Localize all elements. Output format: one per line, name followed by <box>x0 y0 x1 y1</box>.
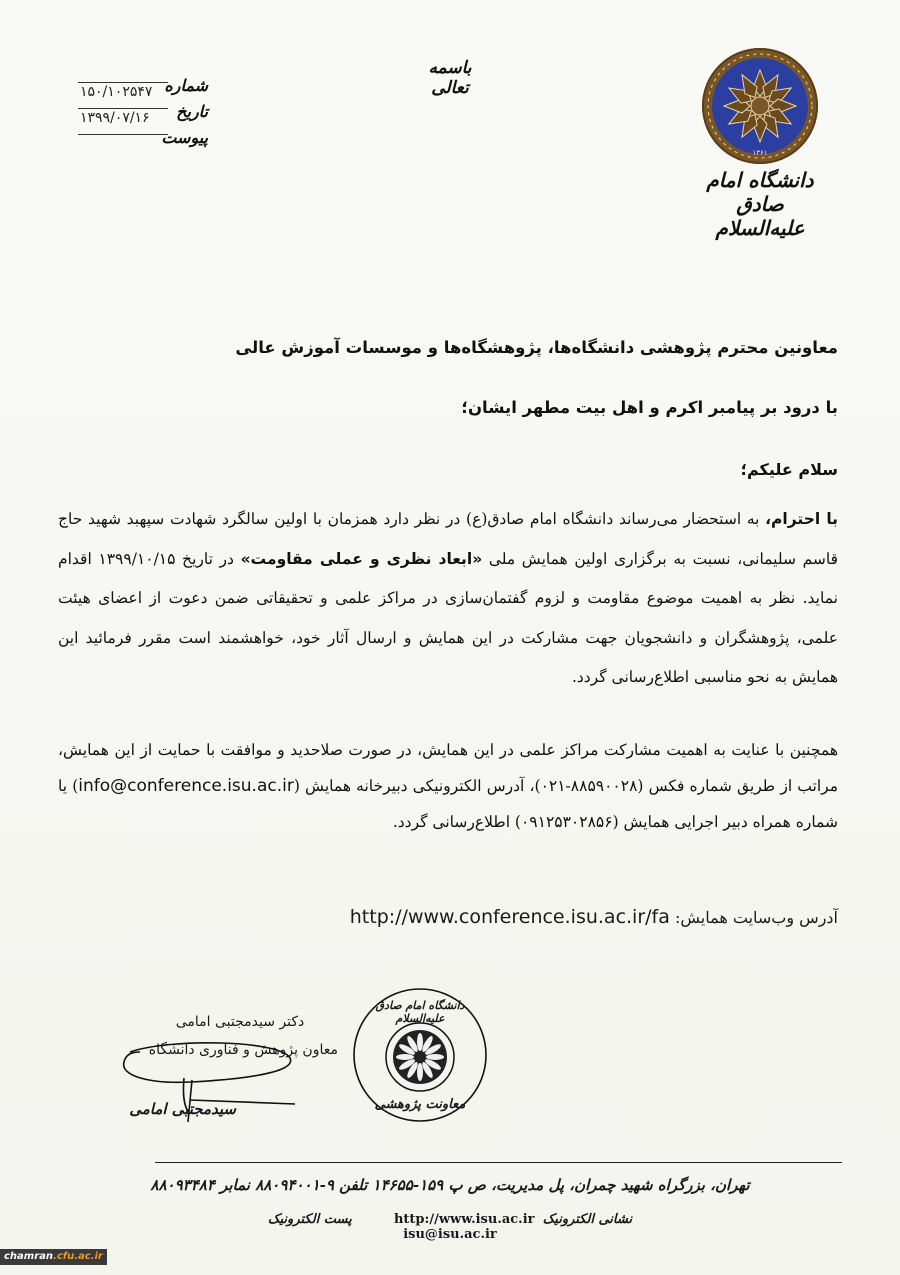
signatory-name: دکتر سیدمجتبی امامی <box>175 1014 305 1030</box>
paragraph-text: همچنین با عنایت به اهمیت مشارکت مراکز علمی در این همایش، در صورت صلاحدید و موافقت با حمایت از این همایش، مراتب از طریق شماره فکس (۸۸۵۹۰۰۲۸-۰۲۱)، آدرس الکترونیکی دبیرخانه همایش ( <box>58 741 839 795</box>
footer-contacts <box>240 1212 660 1242</box>
divider <box>78 134 168 135</box>
stamp-top-text: دانشگاه امام صادق علیه‌السلام <box>375 999 465 1025</box>
reference-attachment-label: پیوست <box>161 128 208 147</box>
university-name: دانشگاه امام صادق علیه‌السلام <box>706 168 814 240</box>
salam-line: سلام علیکم؛ <box>740 460 838 479</box>
watermark-part-2: .cfu.ac.ir <box>53 1251 103 1262</box>
conference-email-link[interactable]: info@conference.isu.ac.ir <box>78 776 294 796</box>
footer-divider <box>155 1162 842 1163</box>
stamp-bottom-text: معاونت پژوهشی <box>374 1097 466 1112</box>
reference-date-label: تاریخ <box>176 102 208 121</box>
footer-website-label: نشانی الکترونیک <box>542 1212 633 1227</box>
watermark-part-1: chamran <box>4 1251 54 1262</box>
reference-date-value: ۱۳۹۹/۰۷/۱۶ <box>80 110 150 126</box>
bismillah-heading: باسمه تعالی <box>428 58 472 98</box>
conference-title: «ابعاد نظری و عملی مقاومت» <box>240 549 483 568</box>
footer-email-link[interactable]: isu@isu.ac.ir <box>403 1227 497 1242</box>
paragraph-text: به استحضار می‌رساند دانشگاه امام صادق(ع) در نظر دارد همزمان با اولین سالگرد شهادت سپهبد شهید حاج قاسم سلیمانی، نسبت به برگزاری اولین همایش ملی <box>58 510 838 568</box>
conference-website-link[interactable]: http://www.conference.isu.ac.ir/fa <box>349 906 670 928</box>
reference-number-value: ۱۵۰/۱۰۲۵۴۷ <box>80 84 153 100</box>
signatory-title: معاون پژوهش و فناوری دانشگاه <box>148 1042 338 1058</box>
footer-website-link[interactable]: http://www.isu.ac.ir <box>393 1212 535 1227</box>
paragraph-text: ) یا شماره همراه دبیر اجرایی همایش (۰۹۱۲۵۳۰۲۸۵۶) اطلاع‌رسانی گردد. <box>58 777 838 831</box>
greeting-line: با درود بر پیامبر اکرم و اهل بیت مطهر ایشان؛ <box>461 398 838 417</box>
body-paragraph-2 <box>58 732 838 840</box>
paragraph-text: در تاریخ ۱۳۹۹/۱۰/۱۵ اقدام نماید. نظر به اهمیت موضوع مقاومت و لزوم گفتمان‌سازی در مراکز علمی و تحقیقاتی ضمن دعوت از اعضای هیئت علمی، پژوهشگران و دانشجویان جهت مشارکت در این همایش و ارسال آثار خود، خواهشمند است مقرر فرمائید این همایش به نحو مناسبی اطلاع‌رسانی گردد. <box>58 549 838 686</box>
lead-bold-text: با احترام، <box>765 510 838 528</box>
divider <box>78 82 168 83</box>
svg-text:۱۳۶۱: ۱۳۶۱ <box>752 149 768 157</box>
university-logo-icon <box>702 48 818 164</box>
handwritten-signature: سیدمجتبی امامی <box>129 1100 236 1118</box>
university-logo-block <box>690 48 830 240</box>
addressee-line: معاونین محترم پژوهشی دانشگاه‌ها، پژوهشگاه‌ها و موسسات آموزش عالی <box>235 338 838 357</box>
footer-address: تهران، بزرگراه شهید چمران، پل مدیریت، ص پ ۱۵۹-۱۴۶۵۵ تلفن ۹-۸۸۰۹۴۰۰۱ نمابر ۸۸۰۹۳۴۸۴ <box>150 1176 750 1194</box>
reference-attachment-row <box>68 128 208 160</box>
conference-website-line <box>350 906 838 928</box>
official-stamp <box>350 985 490 1125</box>
site-watermark <box>0 1249 107 1265</box>
reference-number-label: شماره <box>164 76 208 95</box>
divider <box>78 108 168 109</box>
body-paragraph-1 <box>58 500 838 698</box>
reference-block <box>68 76 208 160</box>
footer-email-label: پست الکترونیک <box>267 1212 352 1227</box>
website-label: آدرس وب‌سایت همایش: <box>669 908 838 927</box>
